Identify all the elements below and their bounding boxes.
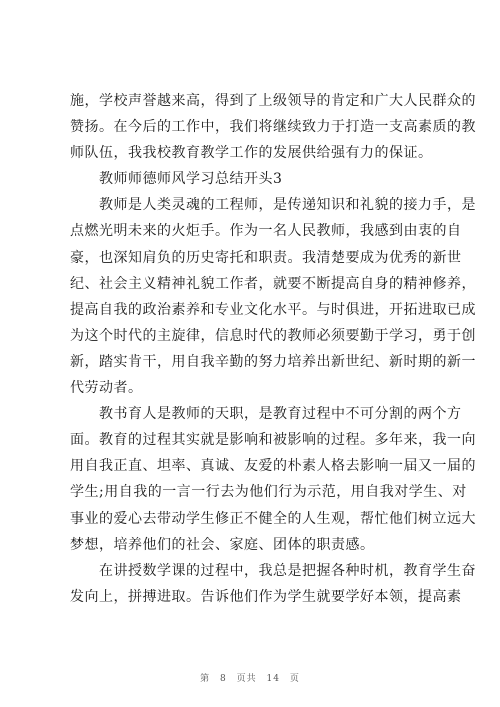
text-line: 梦想，培养他们的社会、家庭、团体的职责感。 [70, 536, 375, 553]
text-line: 为这个时代的主旋律，信息时代的教师必须要勤于学习，勇于创 [70, 327, 476, 344]
text-line: 提高自我的政治素养和专业文化水平。与时俱进，开拓进取已成 [70, 301, 476, 318]
text-line: 面。教育的过程其实就是影响和被影响的过程。多年来，我一向 [70, 432, 476, 449]
text-line: 施，学校声誉越来高，得到了上级领导的肯定和广大人民群众的 [70, 93, 476, 109]
footer-page-number: 8 [220, 674, 227, 684]
text-line: 教书育人是教师的天职，是教育过程中不可分割的两个方 [70, 406, 462, 423]
text-line: 学生;用自我的一言一行去为他们行为示范，用自我对学生、对 [70, 484, 467, 501]
text-line: 点燃光明未来的火炬手。作为一名人民教师，我感到由衷的自 [70, 223, 462, 240]
footer-label-middle: 页共 [236, 674, 257, 684]
document-body [70, 88, 476, 610]
footer-label-after: 页 [289, 674, 300, 684]
text-line: 发向上，拼搏进取。告诉他们作为学生就要学好本领，提高素 [70, 588, 462, 605]
footer-label-before: 第 [200, 674, 211, 684]
text-line: 用自我正直、坦率、真诚、友爱的朴素人格去影响一届又一届的 [70, 458, 476, 475]
text-line: 纪、社会主义精神礼貌工作者，就要不断提高自身的精神修养， [70, 275, 476, 292]
text-line: 师队伍，我我校教育教学工作的发展供给强有力的保证。 [70, 145, 433, 162]
footer-total-pages: 14 [266, 674, 280, 684]
text-line: 教师师德师风学习总结开头3 [70, 171, 283, 188]
text-line: 教师是人类灵魂的工程师，是传递知识和礼貌的接力手，是 [70, 197, 476, 214]
text-line: 在讲授数学课的过程中，我总是把握各种时机，教育学生奋 [70, 562, 476, 579]
text-line: 代劳动者。 [70, 380, 143, 397]
text-line: 豪，也深知肩负的历史寄托和职责。我清楚要成为优秀的新世 [70, 249, 462, 266]
page-footer [0, 671, 500, 684]
text-line: 事业的爱心去带动学生修正不健全的人生观，帮忙他们树立远大 [70, 510, 476, 527]
text-line: 赞扬。在今后的工作中，我们将继续致力于打造一支高素质的教 [70, 119, 476, 136]
text-line: 新，踏实肯干，用自我辛勤的努力培养出新世纪、新时期的新一 [70, 353, 476, 370]
